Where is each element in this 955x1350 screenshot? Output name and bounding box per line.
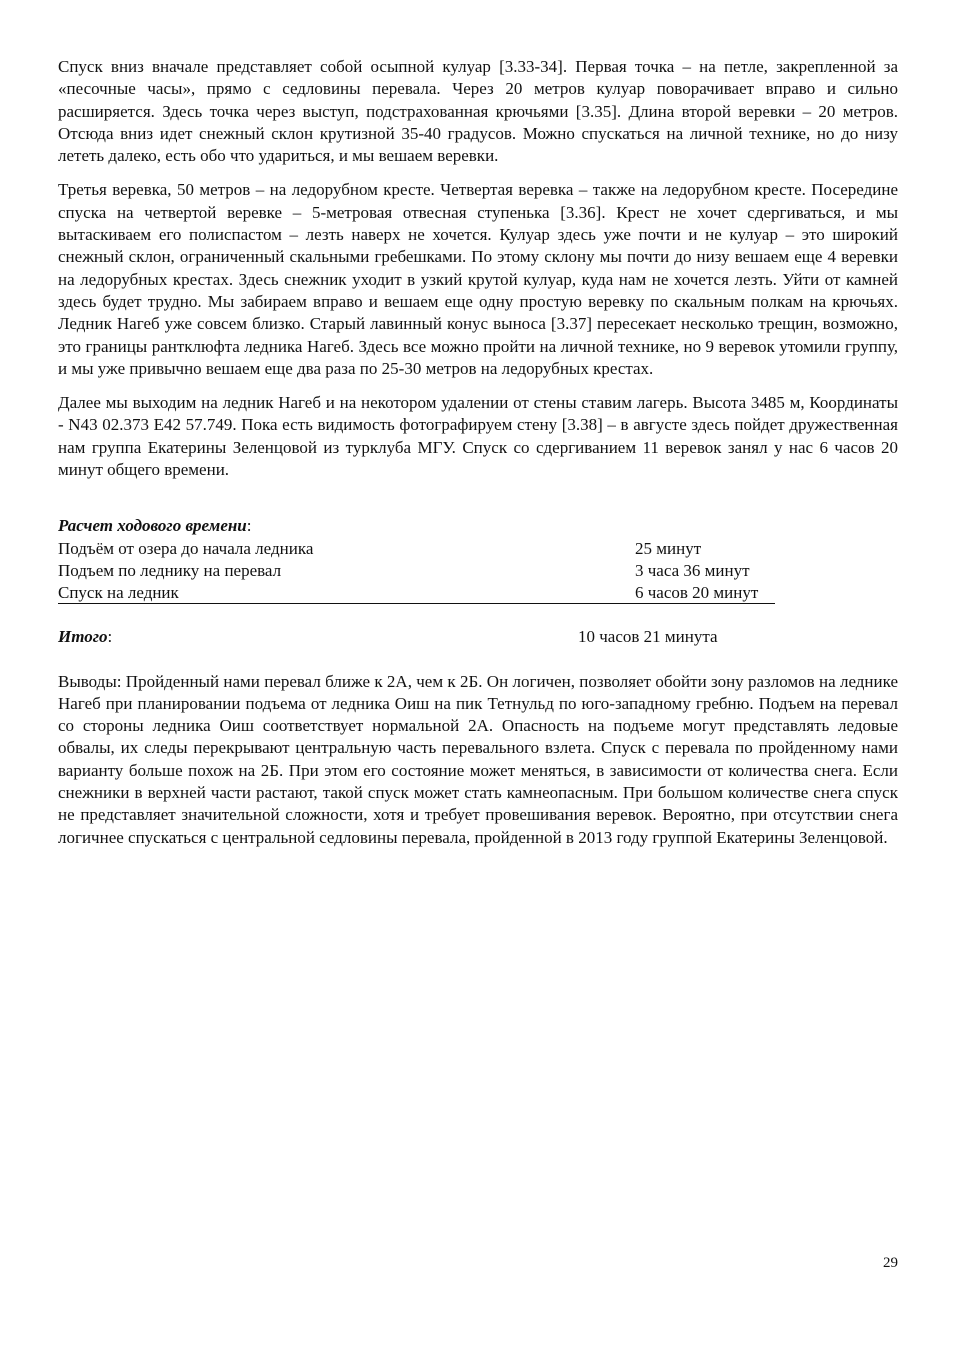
- timing-total-colon: :: [107, 627, 113, 647]
- timing-row: [58, 538, 898, 560]
- timing-total-row: [58, 626, 898, 648]
- timing-title-colon: :: [246, 516, 252, 536]
- timing-title: [58, 515, 898, 537]
- timing-title-text: Расчет ходового времени: [58, 516, 247, 536]
- timing-total-label: [58, 626, 112, 648]
- timing-row-value: 3 часа 36 минут: [635, 560, 750, 580]
- timing-row: [58, 582, 775, 604]
- page-number: 29: [883, 1255, 898, 1271]
- section-spacer: [58, 493, 898, 515]
- paragraph-descent-couloir: Спуск вниз вначале представляет собой осыпной кулуар [3.33-34]. Первая точка – на петле, закрепленной за «песочные часы», прямо с седловины перевала. Через 20 метров кулуар поворачивает вправо и сильно расширяется. Здесь точка через выступ, подстрахованная крючьями [3.35]. Длина второй веревки – 20 метров. Отсюда вниз идет снежный склон крутизной 35-40 градусов. Можно спускаться на личной технике, но до низу лететь далеко, есть обо что удариться, и мы вешаем веревки.: [58, 57, 898, 166]
- timing-row-label: Спуск на ледник: [58, 583, 179, 603]
- document-page: [58, 56, 898, 861]
- timing-row-label: Подъем по леднику на перевал: [58, 560, 282, 580]
- timing-total-label-text: Итого: [58, 627, 108, 647]
- paragraph-conclusion: Выводы: Пройденный нами перевал ближе к 2А, чем к 2Б. Он логичен, позволяет обойти зону разломов на леднике Нагеб при планировании подъема от ледника Оиш на пик Тетнульд по юго-западному гребню. Подъем на перевал со стороны ледника Оиш соответствует нормальной 2А. Опасность на подъеме могут представлять ледовые обвалы, их следы перекрывают центральную часть перевального взлета. Спуск с перевала по пройденному нами варианту больше похож на 2Б. При этом его состояние может меняться, в зависимости от количества снега. Если снежники в верхней части растают, такой спуск может стать камнеопасным. При большом количестве снега спуск не представляет значительной сложности, хотя и требует провешивания веревок. Вероятно, при отсутствии снега логичнее спускаться с центральной седловины перевала, пройденной в 2013 году группой Екатерины Зеленцовой.: [58, 671, 898, 847]
- timing-row-value: 25 минут: [635, 538, 702, 558]
- timing-section: [58, 515, 898, 648]
- paragraph-ropes: Третья веревка, 50 метров – на ледорубном кресте. Четвертая веревка – также на ледорубном кресте. Посередине спуска на четвертой веревке – 5-метровая отвесная ступенька [3.36]. Крест не хочет сдергиваться, и мы вытаскиваем его полиспастом – лезть наверх не хочется. Кулуар здесь уже почти и не кулуар – это широкий снежный склон, ограниченный скальными гребешками. По этому склону мы почти до низу вешаем еще 4 веревки на ледорубных крестах. Здесь снежник уходит в узкий крутой кулуар, куда нам не хочется лезть. Уйти от камней здесь будет трудно. Мы забираем вправо и вешаем еще одну простую веревку по скальным полкам на крючьях. Ледник Нагеб уже совсем близко. Старый лавинный конус выноса [3.37] пересекает несколько трещин, возможно, это границы рантклюфта ледника Нагеб. Здесь все можно пройти на личной технике, но 9 веревок утомили группу, и мы уже привычно вешаем еще два раза по 25-30 метров на ледорубных крестах.: [58, 180, 898, 378]
- timing-row: [58, 560, 898, 582]
- paragraph-camp: Далее мы выходим на ледник Нагеб и на некотором удалении от стены ставим лагерь. Высота 3485 м, Координаты - N43 02.373 E42 57.749. Пока есть видимость фотографируем стену [3.38] – в августе здесь пойдет дружественная нам группа Екатерины Зеленцовой из турклуба МГУ. Спуск со сдергиванием 11 веревок занял у нас 6 часов 20 минут общего времени.: [58, 393, 898, 480]
- timing-row-label: Подъём от озера до начала ледника: [58, 538, 314, 558]
- timing-total-value: 10 часов 21 минута: [578, 627, 718, 647]
- timing-row-value: 6 часов 20 минут: [635, 583, 759, 603]
